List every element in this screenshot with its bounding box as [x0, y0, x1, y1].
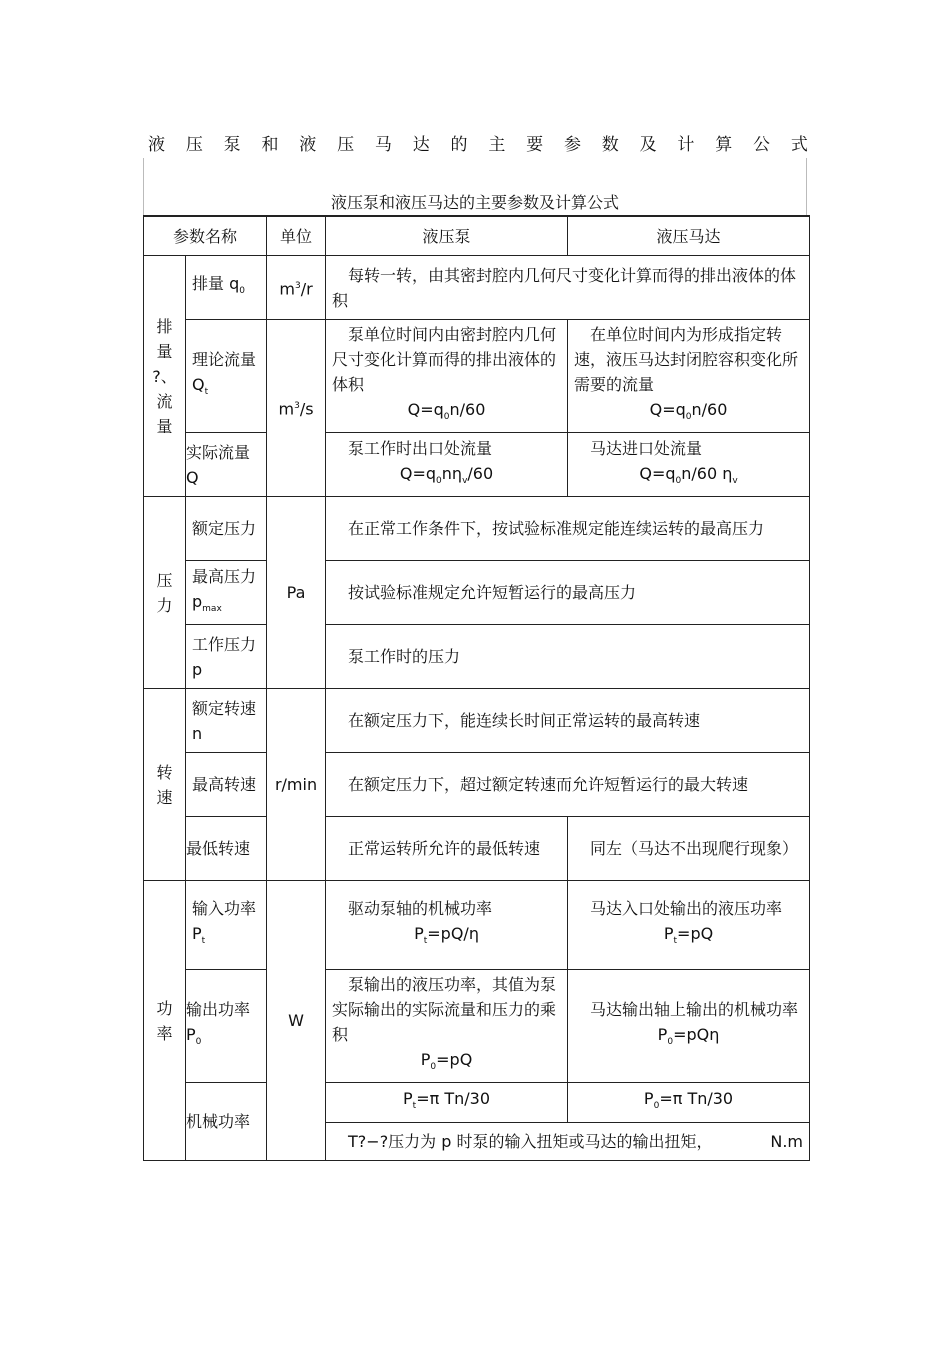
title-char: 压	[185, 135, 203, 155]
desc-rated-speed: 在额定压力下，能连续长时间正常运转的最高转速	[326, 689, 810, 753]
pump-input-power-formula: $P_t=pQ/\eta$	[414, 924, 479, 947]
motor-theory-flow-formula: $Q=q_0n/60$	[649, 400, 728, 423]
title-char: 参	[563, 135, 581, 155]
table-row-input-power	[144, 881, 810, 970]
title-char: 液	[299, 135, 317, 155]
table-row-rated-speed	[144, 689, 810, 753]
group-label-power: 功 率	[144, 881, 186, 1161]
pump-actual-flow: 泵工作时出口处流量 $Q=q_0n\eta_v/60$	[326, 433, 568, 497]
pump-actual-flow-formula: $Q=q_0n\eta_v/60$	[399, 463, 494, 486]
param-name-input-power: 输入功率 $P_t$	[186, 881, 267, 970]
title-char: 算	[715, 135, 733, 155]
header-unit: 单位	[267, 216, 326, 256]
param-name-min-speed: 最低转速	[186, 817, 267, 881]
unit-flow: $m^3/s$	[267, 320, 326, 497]
title-char: 达	[412, 135, 430, 155]
param-name-mech-power: 机械功率	[186, 1083, 267, 1161]
unit-power: W	[267, 881, 326, 1161]
param-name-max-pressure: 最高压力 $p_{max}$	[186, 561, 267, 625]
pump-output-power: 泵输出的液压功率，其值为泵实际输出的实际流量和压力的乘积 $P_0=pQ$	[326, 970, 568, 1083]
pump-output-power-formula: $P_0=pQ$	[420, 1050, 473, 1073]
param-name-rated-speed: 额定转速 n	[186, 689, 267, 753]
table-row-max-pressure	[144, 561, 810, 625]
param-name-output-power: 输出功率 $P_0$	[186, 970, 267, 1083]
title-char: 主	[488, 135, 506, 155]
table-row-actual-flow	[144, 433, 810, 497]
param-name-rated-pressure: 额定压力	[186, 497, 267, 561]
header-motor: 液压马达	[568, 216, 810, 256]
desc-rated-pressure: 在正常工作条件下，按试验标准规定能连续运转的最高压力	[326, 497, 810, 561]
param-name-actual-flow: 实际流量 Q	[186, 433, 267, 497]
motor-theory-flow: 在单位时间内为形成指定转速，液压马达封闭腔容积变化所需要的流量 $Q=q_0n/60$	[568, 320, 810, 433]
motor-min-speed: 同左（马达不出现爬行现象）	[568, 817, 810, 881]
motor-actual-flow-formula: $Q=q_0n/60$ $\eta_v$	[639, 463, 738, 486]
pump-mech-power-formula: $P_t=\pi$ Tn/30	[326, 1083, 568, 1123]
title-char: 的	[450, 135, 468, 155]
table-caption: 液压泵和液压马达的主要参数及计算公式	[330, 193, 619, 212]
table-header-row	[144, 216, 810, 256]
motor-output-power: 马达输出轴上输出的机械功率 $P_0=pQ\eta$	[568, 970, 810, 1083]
unit-pressure: Pa	[267, 497, 326, 689]
title-char: 和	[261, 135, 279, 155]
group-label-speed: 转 速	[144, 689, 186, 881]
unit-speed: r/min	[267, 689, 326, 881]
unit-displacement: $m^3/r$	[267, 256, 326, 320]
title-char: 泵	[223, 135, 241, 155]
table-row-mech-power	[144, 1083, 810, 1123]
table-row-displacement	[144, 256, 810, 320]
desc-max-speed: 在额定压力下，超过额定转速而允许短暂运行的最大转速	[326, 753, 810, 817]
title-char: 液	[148, 135, 165, 155]
param-name-work-pressure: 工作压力 p	[186, 625, 267, 689]
desc-work-pressure: 泵工作时的压力	[326, 625, 810, 689]
parameter-table	[143, 215, 810, 1161]
torque-note: T?−?压力为 p 时泵的输入扭矩或马达的输出扭矩， N.m	[326, 1123, 810, 1161]
motor-output-power-formula: $P_0=pQ\eta$	[657, 1025, 720, 1048]
table-row-rated-pressure	[144, 497, 810, 561]
title-char: 公	[753, 135, 770, 155]
pump-theory-flow-formula: $Q=q_0n/60$	[407, 400, 486, 423]
pump-min-speed: 正常运转所允许的最低转速	[326, 817, 568, 881]
group-label-pressure: 压 力	[144, 497, 186, 689]
desc-displacement: 每转一转，由其密封腔内几何尺寸变化计算而得的排出液体的体积	[326, 256, 810, 320]
pump-input-power: 驱动泵轴的机械功率 $P_t=pQ/\eta$	[326, 881, 568, 970]
title-char: 及	[639, 135, 657, 155]
group-label-flow: 排 量 ?、 流 量	[144, 256, 186, 497]
title-char: 数	[601, 135, 619, 155]
header-param-name: 参数名称	[144, 216, 267, 256]
desc-max-pressure: 按试验标准规定允许短暂运行的最高压力	[326, 561, 810, 625]
table-row-theory-flow	[144, 320, 810, 433]
table-row-work-pressure	[144, 625, 810, 689]
title-char: 计	[677, 135, 695, 155]
table-row-min-speed	[144, 817, 810, 881]
page-title	[148, 130, 808, 155]
motor-input-power-formula: $P_t=pQ$	[663, 924, 714, 947]
title-char: 要	[526, 135, 544, 155]
title-char: 马	[374, 135, 392, 155]
title-char: 式	[790, 135, 808, 155]
pump-theory-flow: 泵单位时间内由密封腔内几何尺寸变化计算而得的排出液体的体积 $Q=q_0n/60$	[326, 320, 568, 433]
header-pump: 液压泵	[326, 216, 568, 256]
param-name-max-speed: 最高转速	[186, 753, 267, 817]
title-char: 压	[337, 135, 355, 155]
param-name-theory-flow: 理论流量 $Q_t$	[186, 320, 267, 433]
param-name-displacement: 排量 $q_0$	[186, 256, 267, 320]
motor-mech-power-formula: $P_0=\pi$ Tn/30	[568, 1083, 810, 1123]
table-row-output-power	[144, 970, 810, 1083]
motor-input-power: 马达入口处输出的液压功率 $P_t=pQ$	[568, 881, 810, 970]
motor-actual-flow: 马达进口处流量 $Q=q_0n/60$ $\eta_v$	[568, 433, 810, 497]
table-row-max-speed	[144, 753, 810, 817]
